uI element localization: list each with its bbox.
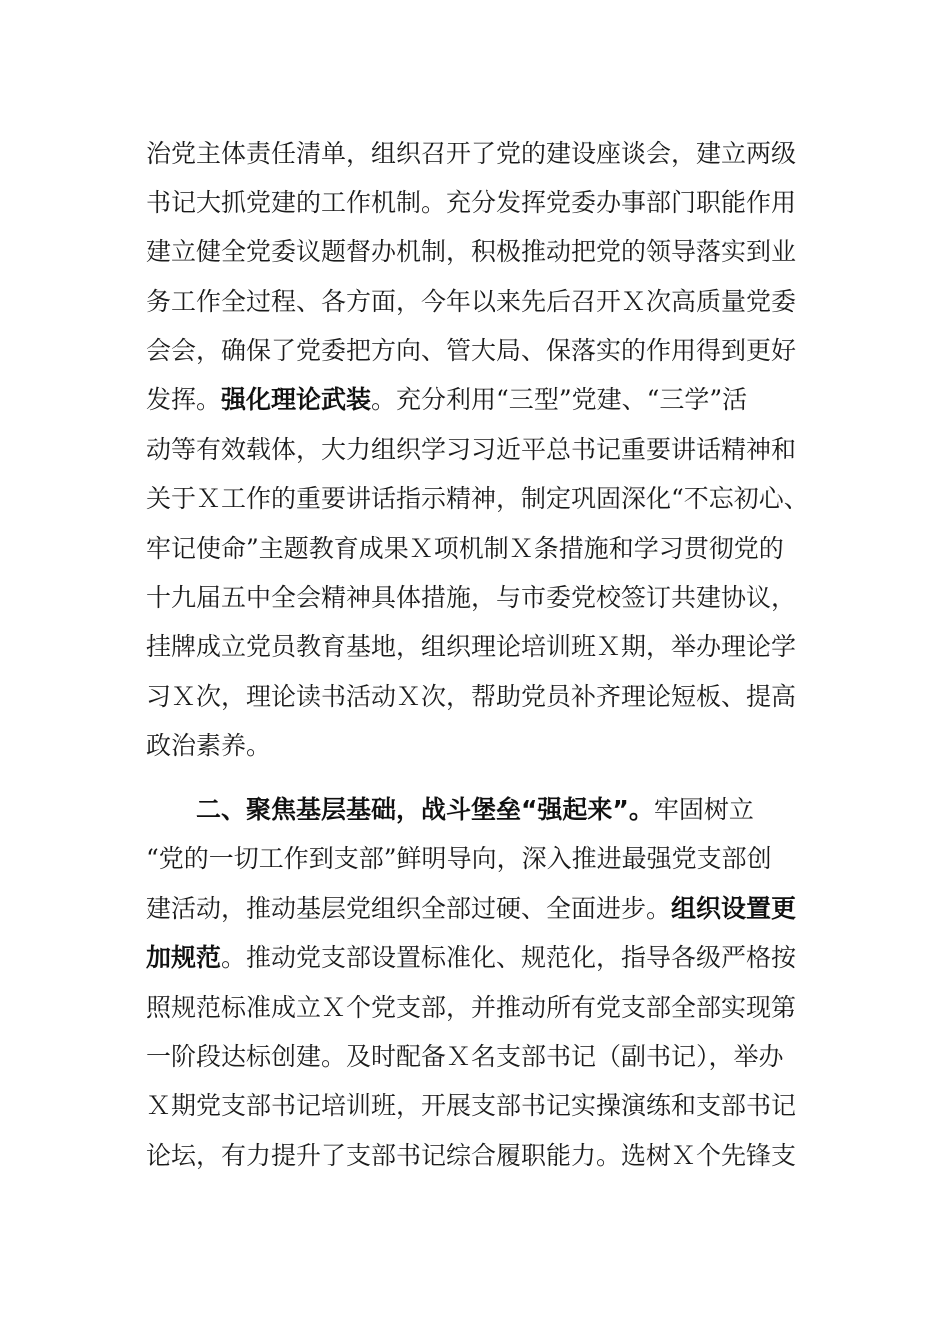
text-run: 十九届五中全会精神具体措施，与市委党校签订共建协议， — [146, 583, 797, 612]
text-line — [146, 889, 826, 929]
text-line — [146, 839, 826, 879]
text-run: 挂牌成立党员教育基地，组织理论培训班Ｘ期，举办理论学 — [146, 632, 797, 661]
text-line — [146, 331, 826, 371]
bold-heading-run: 加规范 — [146, 943, 222, 972]
text-run: 。充分利用“三型”党建、“三学”活 — [371, 385, 748, 414]
text-line — [146, 183, 826, 223]
text-line — [146, 232, 826, 272]
text-line — [146, 726, 826, 766]
text-line — [146, 134, 826, 174]
text-run: 建立健全党委议题督办机制，积极推动把党的领导落实到业 — [146, 237, 797, 266]
text-run: 习Ｘ次，理论读书活动Ｘ次，帮助党员补齐理论短板、提高 — [146, 682, 797, 711]
text-run: “党的一切工作到支部”鲜明导向，深入推进最强党支部创 — [146, 844, 772, 873]
text-run: 牢记使命”主题教育成果Ｘ项机制Ｘ条措施和学习贯彻党的 — [146, 534, 784, 563]
text-run: 政治素养。 — [146, 731, 272, 760]
text-run: 一阶段达标创建。及时配备Ｘ名支部书记（副书记），举办 — [146, 1042, 784, 1071]
text-run: 建活动，推动基层党组织全部过硬、全面进步。 — [146, 894, 672, 923]
text-line — [146, 1086, 826, 1126]
text-line — [146, 988, 826, 1028]
bold-heading-run: 组织设置更 — [671, 894, 797, 923]
text-run: 照规范标准成立Ｘ个党支部，并推动所有党支部全部实现第 — [146, 993, 797, 1022]
bold-heading-run: 强化理论武装 — [221, 385, 372, 414]
text-line — [146, 627, 826, 667]
text-line — [146, 529, 826, 569]
text-run: 会会，确保了党委把方向、管大局、保落实的作用得到更好 — [146, 336, 797, 365]
text-line — [146, 1136, 826, 1176]
text-run: 书记大抓党建的工作机制。充分发挥党委办事部门职能作用 — [146, 188, 797, 217]
text-run: 论坛，有力提升了支部书记综合履职能力。选树Ｘ个先锋支 — [146, 1141, 797, 1170]
text-line — [146, 282, 826, 322]
text-line — [146, 677, 826, 717]
text-run: 务工作全过程、各方面，今年以来先后召开Ｘ次高质量党委 — [146, 287, 797, 316]
text-run: 发挥。 — [146, 385, 222, 414]
text-run: Ｘ期党支部书记培训班，开展支部书记实操演练和支部书记 — [146, 1091, 797, 1120]
text-run: 动等有效载体，大力组织学习习近平总书记重要讲话精神和 — [146, 435, 797, 464]
text-line — [146, 479, 826, 519]
text-run: 治党主体责任清单，组织召开了党的建设座谈会，建立两级 — [146, 139, 797, 168]
text-line — [146, 430, 826, 470]
text-line — [146, 380, 826, 420]
text-line — [146, 1037, 826, 1077]
text-line — [146, 938, 826, 978]
text-line — [196, 790, 826, 830]
text-line — [146, 578, 826, 618]
text-run: 。推动党支部设置标准化、规范化，指导各级严格按 — [221, 943, 797, 972]
section-heading: 二、聚焦基层基础，战斗堡垒“强起来”。 — [196, 795, 654, 824]
text-run: 关于Ｘ工作的重要讲话指示精神，制定巩固深化“不忘初心、 — [146, 484, 809, 513]
text-run: 牢固树立 — [653, 795, 754, 824]
